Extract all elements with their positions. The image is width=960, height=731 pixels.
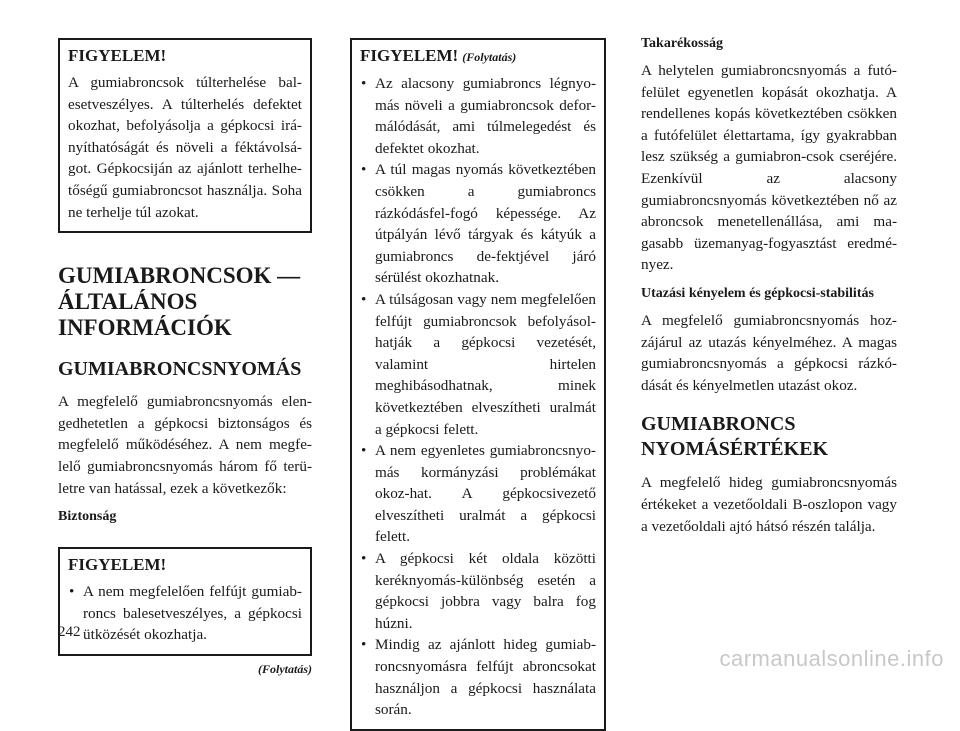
economy-paragraph: A helytelen gumiabroncsnyomás a futó-felület egyenetlen kopását okozhatja. A rendellenes kopás következtében csökken a futófelület élettartama, így gyakrabban lesz szükség a gumiabron-csok cseréjére. Ezenkívül az alacsony gumiabroncsnyomás következtében nő az abroncsok menetellenállása, ami ma-gasabb üzemanyag-fogyasztást eredmé-nyez.	[641, 62, 897, 274]
tire-pressure-paragraph: A megfelelő gumiabroncsnyomás elen-gedhetetlen a gépkocsi biztonságos és megfelelő működéséhez. A nem megfe-lelő gumiabroncsnyomás három fő terü-letre van hatással, ezek a következők:	[58, 393, 312, 497]
subheading-comfort-stability: Utazási kényelem és gépkocsi-stabilitás	[641, 285, 874, 301]
subheading-economy: Takarékosság	[641, 36, 723, 51]
pressure-values-paragraph: A megfelelő hideg gumiabroncsnyomás értékeket a vezetőoldali B-oszlopon vagy a vezetőoldali ajtó hátsó részén találja.	[641, 474, 897, 535]
warning-bullet: • Mindig az ajánlott hideg gumiab-roncsnyomásra felfújt abroncsokat használjon a gépkocsi használata során.	[360, 634, 596, 720]
warning-bullet-list	[68, 581, 302, 646]
warning-title	[360, 46, 596, 67]
section-heading-tire-pressure: GUMIABRONCSNYOMÁS	[58, 358, 302, 381]
left-column	[58, 38, 312, 677]
warning-bullet: • A nem egyenletes gumiabroncsnyo-más kormányzási problémákat okoz-hat. A gépkocsivezető elveszítheti uralmát a gépkocsi felett.	[360, 440, 596, 548]
warning-box-overload	[58, 38, 312, 233]
continued-label: (Folytatás)	[258, 661, 312, 676]
section-heading-pressure-values: GUMIABRONCS NYOMÁSÉRTÉKEK	[641, 413, 829, 461]
warning-text: A gumiabroncsok túlterhelése bal-esetveszélyes. A túlterhelés defektet okozhat, befolyásolja a gépkocsi irá-nyíthatóságát és növeli a féktávolsá-got. Gépkocsiján az ajánlott terhelhe-tőségű gumiabroncsot használja. Soha ne terhelje túl azokat.	[68, 74, 302, 221]
warning-box-underinflation	[58, 547, 312, 656]
subheading-safety: Biztonság	[58, 509, 117, 525]
warning-bullet: • A túl magas nyomás következtében csökken a gumiabroncs rázkódásfel-fogó képessége. Az útpályán lévő tárgyak és kátyúk a gumiabroncs de-fektjével járó sérülést okozhatnak.	[360, 159, 596, 289]
comfort-paragraph: A megfelelő gumiabroncsnyomás hoz-zájárul az utazás kényelméhez. A magas gumiabroncsnyomás a gépkocsi rázkó-dását és kényelmetlen utazást okoz.	[641, 311, 897, 394]
warning-bullet: • Az alacsony gumiabroncs légnyo-más növeli a gumiabroncsok defor-málódását, ami túlmelegedést és defektet okozhat.	[360, 73, 596, 159]
page-number: 242	[58, 624, 81, 640]
warning-bullet: • A nem megfelelően felfújt gumiab-roncs balesetveszélyes, a gépkocsi ütközését okozhatja.	[68, 581, 302, 646]
warning-bullet-list	[360, 73, 596, 721]
continued-label: (Folytatás)	[462, 50, 517, 64]
warning-title: FIGYELEM!	[68, 46, 167, 65]
section-heading-general-info: GUMIABRONCSOK — ÁLTALÁNOS INFORMÁCIÓK	[58, 263, 301, 341]
warning-bullet: • A túlságosan vagy nem megfelelően felfújt gumiabroncsok befolyásol-hatják a gépkocsi vezetését, valamint hirtelen meghibásodhatnak, minek következtében elveszítheti uralmát a gépkocsi felett.	[360, 289, 596, 440]
middle-column	[350, 38, 606, 731]
warning-title: FIGYELEM!	[68, 555, 167, 575]
warning-bullet: • A gépkocsi két oldala közötti keréknyomás-különbség esetén a gépkocsi jobbra vagy balra fog húzni.	[360, 548, 596, 634]
watermark: carmanualsonline.info	[719, 646, 944, 671]
warning-title-text: FIGYELEM!	[360, 46, 459, 65]
warning-box-continued	[350, 38, 606, 731]
right-column	[641, 34, 897, 537]
